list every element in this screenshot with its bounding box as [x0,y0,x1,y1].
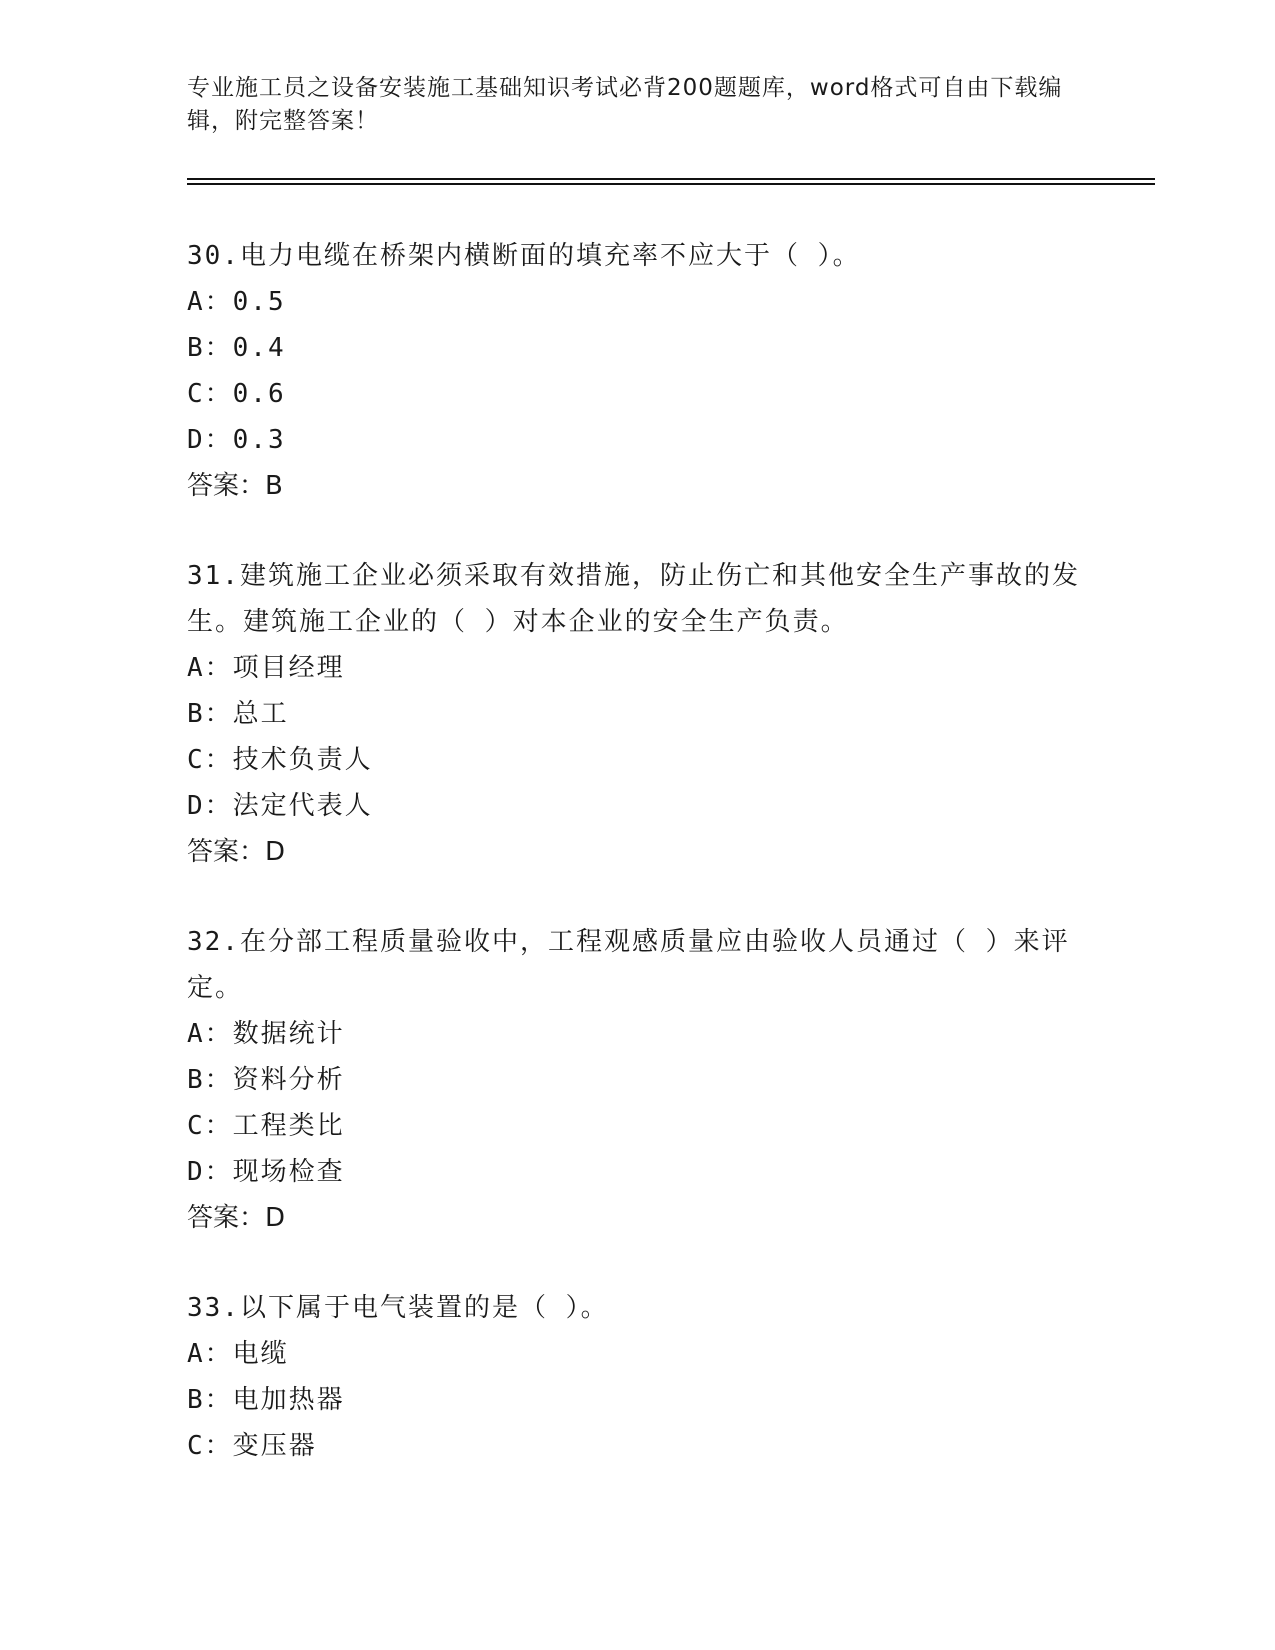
option-a: A：电缆 [187,1339,289,1369]
option-b: B：总工 [187,699,289,729]
question-32 [187,919,1087,1241]
option-d: D：现场检查 [187,1157,345,1187]
question-31 [187,553,1087,875]
option-d: D：法定代表人 [187,791,373,821]
answer-line: 答案：B [187,471,283,501]
header-divider-top [187,178,1155,180]
question-stem: 30.电力电缆在桥架内横断面的填充率不应大于（ ）。 [187,241,861,271]
header-divider-bottom [187,183,1155,185]
question-30 [187,233,1087,509]
answer-line: 答案：D [187,837,286,867]
option-c: C：工程类比 [187,1111,345,1141]
question-stem: 33.以下属于电气装置的是（ ）。 [187,1293,609,1323]
answer-line: 答案：D [187,1203,286,1233]
option-a: A：数据统计 [187,1019,345,1049]
question-list [187,233,1087,1513]
question-stem: 31.建筑施工企业必须采取有效措施，防止伤亡和其他安全生产事故的发生。建筑施工企业的（ ）对本企业的安全生产负责。 [187,561,1080,637]
question-33 [187,1285,1087,1469]
option-b: B：资料分析 [187,1065,345,1095]
option-d: D：0.3 [187,425,286,455]
question-stem: 32.在分部工程质量验收中，工程观感质量应由验收人员通过（ ）来评定。 [187,927,1070,1003]
option-c: C：技术负责人 [187,745,373,775]
option-a: A：项目经理 [187,653,345,683]
option-c: C：变压器 [187,1431,317,1461]
document-header: 专业施工员之设备安装施工基础知识考试必背200题题库，word格式可自由下载编辑，附完整答案！ [187,75,1063,134]
option-b: B：电加热器 [187,1385,345,1415]
option-b: B：0.4 [187,333,286,363]
option-c: C：0.6 [187,379,286,409]
option-a: A：0.5 [187,287,286,317]
